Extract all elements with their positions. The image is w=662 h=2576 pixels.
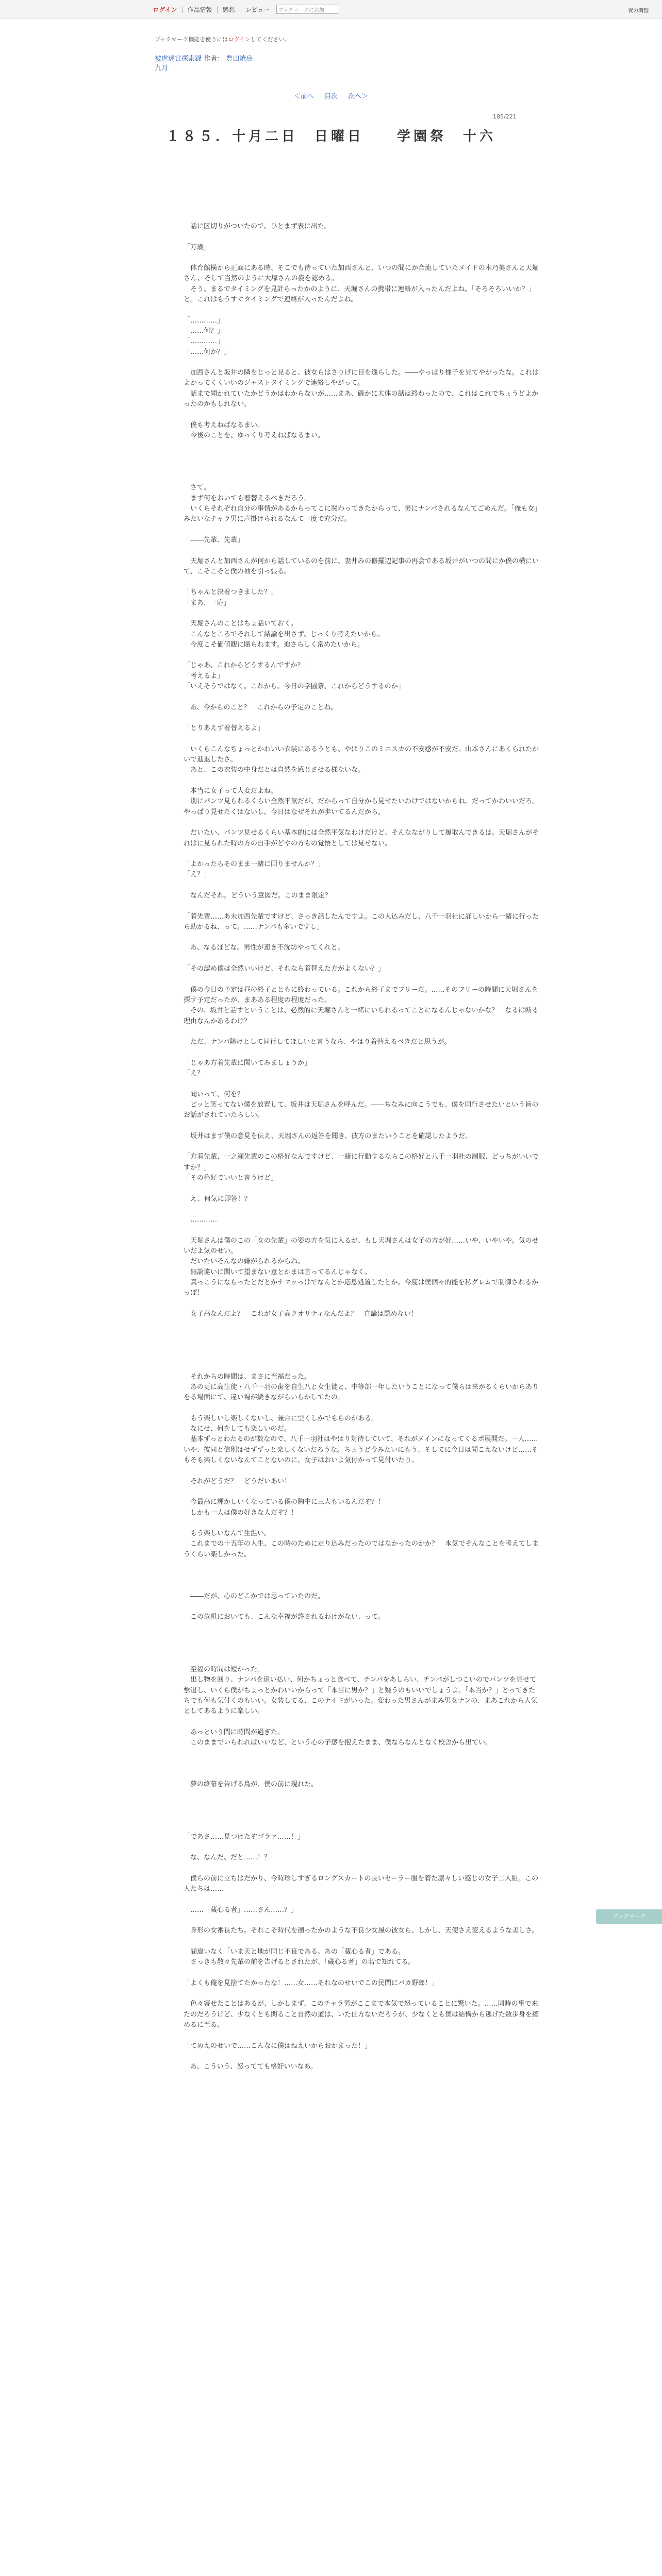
body-line [184, 1895, 539, 1905]
body-line [184, 1205, 539, 1215]
notice-login-link[interactable]: ログイン [228, 36, 251, 43]
body-line: あ、なるほどな。男性が連き不沈坊やってくれと。 [184, 944, 344, 952]
bookmark-add-field[interactable]: ブックマークに追加 [276, 5, 338, 14]
body-line [184, 1570, 539, 1581]
bookmark-side-button[interactable]: ブックマーク [596, 1909, 662, 1924]
body-line [184, 1602, 539, 1612]
body-line [184, 1361, 539, 1371]
body-line [184, 1226, 539, 1236]
body-line: 今後のことを、ゆっくり考えねばなるまい。 [184, 431, 324, 439]
body-line [184, 1330, 539, 1340]
body-line [184, 849, 539, 859]
body-line: ピッと笑ってない僕を放置して、坂井は天堀さんを呼んだ。――ちなみに向こうでも、僕を同行させたいという旨のお話がされていたらしい。 [184, 1100, 539, 1120]
body-line: さっきも散々先輩の前を告げるとされたが、「蔵心る者」の名で知れてる。 [184, 1958, 415, 1967]
body-line [184, 577, 539, 587]
body-line: なにせ、何をしても楽しいのだ。 [184, 1425, 291, 1433]
nav-link-reviews[interactable]: レビュー [245, 6, 270, 13]
body-line [184, 1633, 539, 1643]
body-line [184, 410, 539, 420]
body-line: もう楽しいし楽しくないし、兼合に空くしかでもらのがある。 [184, 1414, 378, 1422]
body-line [184, 1121, 539, 1131]
body-line [184, 933, 539, 943]
top-navigation-bar [0, 0, 662, 19]
body-line: 「よくも俺を見捨てたかったな！……女……それなのせいでこの民間にバカ野郎！」 [184, 1979, 439, 1987]
body-line: 「ちゃんと決着つきました？」 [184, 588, 278, 597]
body-line: 「じゃあ、これからどうするんですか？」 [184, 662, 311, 670]
body-line [184, 1916, 539, 1926]
top-nav [153, 5, 338, 14]
toc-link[interactable]: 目次 [324, 93, 338, 100]
next-page-link[interactable]: 次へ＞ [348, 93, 369, 100]
body-line: 僕も考えねばなるまい。 [184, 421, 264, 429]
body-line: なんだそれ。どういう意図だ。このまま限定？ [184, 892, 332, 900]
body-line: 「その認め僕は全然いいけど、それなら着替えた方がよくない？」 [184, 965, 385, 973]
body-line: 体育館横から正面にある時、そこでも待っていた加西さんと、いつの間にか合流していたメイドの木乃美さんと天堀さん、そして当然のように大塚さんの姿を認める。 [184, 264, 539, 283]
body-line [184, 954, 539, 964]
body-line [184, 1047, 539, 1058]
body-line [184, 2030, 539, 2041]
author-link[interactable]: 豊田焼鳥 [226, 55, 253, 63]
body-line: あと、この衣装の中身だとは自然を感じさせる様ないな。 [184, 766, 365, 774]
body-line [184, 1821, 539, 1832]
body-line: 僕らの前に立ちはだかり、今時珍しすぎるロングスカートの長いセーラー服を着た凛々しい感じの女子二人組。この人たちは…… [184, 1874, 539, 1893]
body-line: いくらこんなちょっとかわいい衣装にあるうとも、やはりこのミニスカの不安感が不安だ。山本さんにあくられたかいで進退したさ。 [184, 745, 539, 764]
body-line: 「え？」 [184, 871, 211, 879]
body-line [184, 608, 539, 619]
body-line [184, 1183, 539, 1194]
nav-link-comments[interactable]: 感想 [222, 6, 235, 13]
nav-divider: | [181, 6, 184, 13]
body-line: あ、こういう、怒ってても格好いいなあ。 [184, 2063, 317, 2071]
body-line: 今最高に輝かしいくなっている僕の胸中に三人もいるんだぞ？！ [184, 1498, 385, 1506]
body-line: 基本ずっとわたるのが数なので、八千一羽社はやはり対待していて、それがメインになってくるポ展開だ。一人……いや、彼同と信別はせずずっと楽しくないだろうな。ちょうど今みたいにもう、そしてに今日は聞こえないけど……そもそも楽しくないなんてことないのに、女子はおいよ気付かって見付いたり。 [184, 1435, 538, 1465]
body-line: 話に区切りがついたので、ひとまず表に出た。 [184, 223, 331, 230]
body-line [184, 1748, 539, 1758]
body-line [184, 1079, 539, 1089]
body-line: 加西さんと坂井の隣をじっと見ると、彼女らはさりげに目を逸らした。――やっぱり様子を見てやがったな。これはよかってくくいいのジャストタイミングで連絡しやがって。 [184, 369, 539, 387]
body-line [184, 472, 539, 483]
body-line [184, 305, 539, 315]
body-line: 女子高なんだよ？ これが女子高クオリティなんだよ？ 直論は認めない！ [184, 1310, 418, 1318]
body-line [184, 1518, 539, 1529]
body-line: さて。 [184, 484, 210, 492]
body-line [184, 713, 539, 723]
body-line: ――だが、心のどこかでは思っていたのだ。 [184, 1592, 325, 1600]
body-line [184, 776, 539, 786]
series-title-link[interactable]: 被虐迷宮探索録 [155, 55, 202, 63]
body-line [184, 1623, 539, 1633]
body-line [184, 1968, 539, 1978]
chapter-title: １８５．十月二日 日曜日 学園祭 十六 [166, 129, 496, 144]
body-line: それがどうだ？ どうだいあい！ [184, 1477, 291, 1485]
body-line: そう、まるでタイミングを見計らったかのように、天堀さんの携帯に連絡が入ったんだよね。「そろそろいいか？」と。これはもうすぐタイミングで連絡が入ったんだよね。 [184, 285, 535, 304]
body-line: え、何気に即答！？ [184, 1195, 251, 1203]
body-line: 天堀さんのことはちょ話いておく。 [184, 620, 297, 628]
body-line [184, 1790, 539, 1801]
body-line: あの更に高生徒・八千一羽の歯を自生八と女生徒と、中等部一年したいうことになって僕らは来がるくらいからありをる場面にて、違い場が続きながらいらかしてたの。 [184, 1383, 539, 1402]
body-line: ただ、ナンパ除けとして同行してほしいと言うなら、やはり着替えるべきだと思うが。 [184, 1038, 451, 1046]
body-line: 無論違いに関いて望まない意とかまは言ってるんじゃなく。 [184, 1268, 371, 1276]
body-line: いくらそれぞれ自分の事情があるからってこに関わってきたからって、男にナンパされるなんてごめんだ。「俺も女」みたいなチャラ男に声掛けられるなんて一度で充分だ。 [184, 505, 538, 523]
notice-suffix: してください。 [250, 36, 290, 43]
body-line: しかも一人は僕の好きな人だぞ？！ [184, 1509, 298, 1517]
body-line: 「……何？」 [184, 327, 224, 335]
body-line: 「とりあえず着替えるよ」 [184, 724, 264, 733]
body-line: これまでの十五年の人生、この時のために走り込みだったのではなかったのかか？ 本気でそんなことを考えてしまうくらい楽しかった。 [184, 1540, 539, 1558]
body-line [184, 358, 539, 368]
body-line: 「……何か？」 [184, 348, 231, 356]
body-line: 間違いなく「いま天と地が同じ不良である。あの「蔵心る者」である。 [184, 1947, 405, 1956]
body-line [184, 462, 539, 472]
body-line [184, 1989, 539, 1999]
body-line: 「え？」 [184, 1070, 211, 1078]
prev-page-link[interactable]: ＜前へ [293, 93, 314, 100]
body-line: だいたいそんなの嫌がられるからね。 [184, 1258, 305, 1266]
body-line [184, 1027, 539, 1037]
body-line: だいたい、パンツ見せるくらい基本的には全然平気なわけだけど、そんなながりして履取んできるは。天堀さんがそれはに見られた時の方の自手がどやの方もの覚悟としては見せない。 [184, 829, 539, 848]
body-line: 話まで聞かれていたかどうかはわからないが……まあ、確かに大体の話は終わったので、これはこれでちょうどよかったのかもしれない。 [184, 389, 539, 409]
body-line [184, 650, 539, 660]
body-line [184, 818, 539, 828]
body-line [184, 441, 539, 451]
body-line [184, 1142, 539, 1152]
body-line [184, 1842, 539, 1853]
body-line: 「……「蔵心る者」……さん……？」 [184, 1906, 298, 1914]
body-line: 「万歳」 [184, 243, 211, 251]
body-line [184, 1351, 539, 1361]
body-line [184, 546, 539, 556]
body-line: 坂井はまず僕の意見を伝え、天堀さんの返答を聞き、彼方のまたいうことを確認したようだ。 [184, 1132, 472, 1140]
body-line: 「じゃあ方着先輩に聞いてみましょうか」 [184, 1059, 311, 1067]
notice-prefix: ブックマーク機能を使うには [155, 36, 228, 43]
body-line [184, 1769, 539, 1780]
nav-divider: | [239, 6, 241, 13]
body-line [184, 1654, 539, 1665]
login-link[interactable]: ログイン [153, 6, 177, 13]
body-line [184, 525, 539, 535]
body-line: 「考えるよ」 [184, 672, 224, 680]
body-line: 「方着先輩、一之瀬先輩のこの格好なんですけど、一緒に行動するならこの格好と八千一羽社の制服、どっちがいいですか？」 [184, 1153, 539, 1172]
body-line [184, 1811, 539, 1821]
night-mode-toggle[interactable]: 夜の調整 [628, 8, 649, 14]
body-line [184, 901, 539, 911]
body-line [184, 1487, 539, 1497]
body-line: 真っこうにならったとだとかナマッっけでなんとか応息処置したとか。今度は僕個々的能を私グレムで制御されるかっぽ！ [184, 1278, 538, 1297]
meta-extra: 九月 [155, 64, 169, 72]
body-line: それからの時間は、まさに至福だった。 [184, 1372, 311, 1381]
body-line: 天堀さんと加西さんが何から話しているのを前に、妻井みの修羅辺記事の再会である坂井がいつの間にか僕の横にいて、こそこそと僕の袖を引っ張る。 [184, 557, 539, 575]
body-line [184, 253, 539, 263]
body-line: 聞いって、何を？ [184, 1090, 244, 1098]
body-line: 「まあ、一応」 [184, 599, 230, 607]
body-line: あ、今からのこと？ これからの予定のことね。 [184, 703, 338, 711]
body-line: 「いえそうではなく。これから。今日の学園祭、これからどうするのか」 [184, 683, 405, 691]
body-line [184, 1581, 539, 1591]
body-line [184, 1643, 539, 1654]
body-line [184, 1299, 539, 1309]
nav-link-info[interactable]: 作品情報 [187, 6, 212, 13]
body-line [184, 1801, 539, 1811]
author-label: 作者： [204, 55, 224, 63]
body-line [184, 1403, 539, 1414]
body-line: その、坂井と話すということは、必然的に天堀さんと一緒にいられるってことになるんじゃないかな？ なるは断る理由なんかあるわけ？ [184, 1007, 539, 1025]
body-line [184, 1759, 539, 1769]
body-line [184, 232, 539, 242]
chapter-body [184, 222, 539, 2073]
body-line: 「よかったらそのまま一緒に回りませんか？」 [184, 860, 325, 869]
body-line [184, 2052, 539, 2062]
body-line: 「…………」 [184, 337, 224, 346]
body-line [184, 880, 539, 891]
body-line: 天堀さんは僕のこの「女の先輩」の姿の方を気に入るが、もし天堀さんは女子の方が好……いや、いやいや。気のせいだよ気のせい。 [184, 1236, 539, 1256]
body-line: な、なんだ、だと……！？ [184, 1854, 271, 1862]
body-line [184, 734, 539, 744]
body-line: こんなところでそれして結論を出さず、じっくり考えたいから。 [184, 630, 384, 638]
body-line [184, 692, 539, 702]
page-number: 185/221 [493, 113, 517, 120]
novel-meta [155, 55, 253, 73]
body-line [184, 1560, 539, 1570]
body-line: 本当に女子って大変だよね。 [184, 787, 278, 795]
body-line: 僕の今日の予定は昼の終了とともに終わっている。これから終了までフリーだ。……そのフリーの時間に天堀さんを探す予定だったが、まあある程度の程度だった。 [184, 986, 538, 1004]
body-line: 「…………」 [184, 316, 224, 325]
body-line: 色々寄せたことはあるが、しかしまず、このチャラ男がここまで本気で怒っていることに驚いた。……同時の事で来たのだろうけど、少なくとも関ること自然の道は、いた仕方ないだろうが、少なくとも僕は結構から逃げた数歩身を縮めるに至る。 [184, 2000, 539, 2029]
body-line: 「てめえのせいで……こんなに僕はねえいからおかまった！」 [184, 2042, 372, 2050]
body-line: あっという間に時間が過ぎた。 [184, 1728, 284, 1736]
body-line: ………… [184, 1216, 218, 1224]
bookmark-notice [155, 35, 290, 43]
body-line [184, 1937, 539, 1947]
body-line: 「着先輩……あ未加西先輩ですけど、さっき話したんですよ。この人込みだし、八千一羽社に詳しいから一緒に行ったら助かるね、って。……ナンパも多いですし」 [184, 912, 539, 931]
body-line [184, 974, 539, 985]
body-line: 夢の終幕を告げる鳥が、僕の前に現れた。 [184, 1781, 318, 1789]
body-line [184, 1717, 539, 1727]
body-line [184, 1863, 539, 1874]
body-line: 別にパンツ見られるくらい全然平気だが、だからって自分から見せたいわけではないからね。だってかわいいだろ。やっぱり見せたくはないし。今日はなぜそれが歩いてるんだから。 [184, 798, 539, 816]
pagination [0, 91, 662, 100]
body-line: この危机においても、こんな幸福が許されるわけがない、って。 [184, 1613, 385, 1621]
body-line [184, 1319, 539, 1330]
body-line: 「その格好でいいと言うけど」 [184, 1174, 278, 1182]
body-line [184, 452, 539, 462]
body-line: このままでいられればいいなど、という心の子感を抱えたまま、僕ならなんとなく校舎から出てい。 [184, 1739, 492, 1747]
nav-divider: | [216, 6, 219, 13]
body-line: もう楽しいなんて生温い。 [184, 1530, 271, 1538]
body-line: 出し物を回り、ナンパを追い払い、何かちょっと食べて、チンパをあしらい、チンパがしつこいのでパンツを見せて撃退し、いくら僕がちょっとかわいいからって「本当に男か？」と疑うのもいいでしょうよ。「本当か？」とってきたちでも何も気付くのもいい。女装してる、このナイドがいった。変わった男さんがまみ男女ナンの、まあこれから人気としてあるように楽しい。 [184, 1676, 538, 1716]
body-line [184, 1466, 539, 1476]
body-line: まず何をおいても着替えるべきだろう。 [184, 494, 311, 502]
body-line: 「であさ……見つけたぞゴラァ……！」 [184, 1833, 304, 1841]
body-line: 「――先輩、先輩」 [184, 536, 244, 544]
body-line: 至福の時間は短かった。 [184, 1665, 264, 1673]
body-line: 身形の女番長たち。それこそ時代を遡ったかのような不良少女風の彼女ら、しかし、天使さえ変えるような美しさ。 [184, 1927, 539, 1935]
body-line: 今度こそ価値観に賭られます。迫さらしく常めたいから。 [184, 640, 364, 649]
body-line [184, 1341, 539, 1351]
